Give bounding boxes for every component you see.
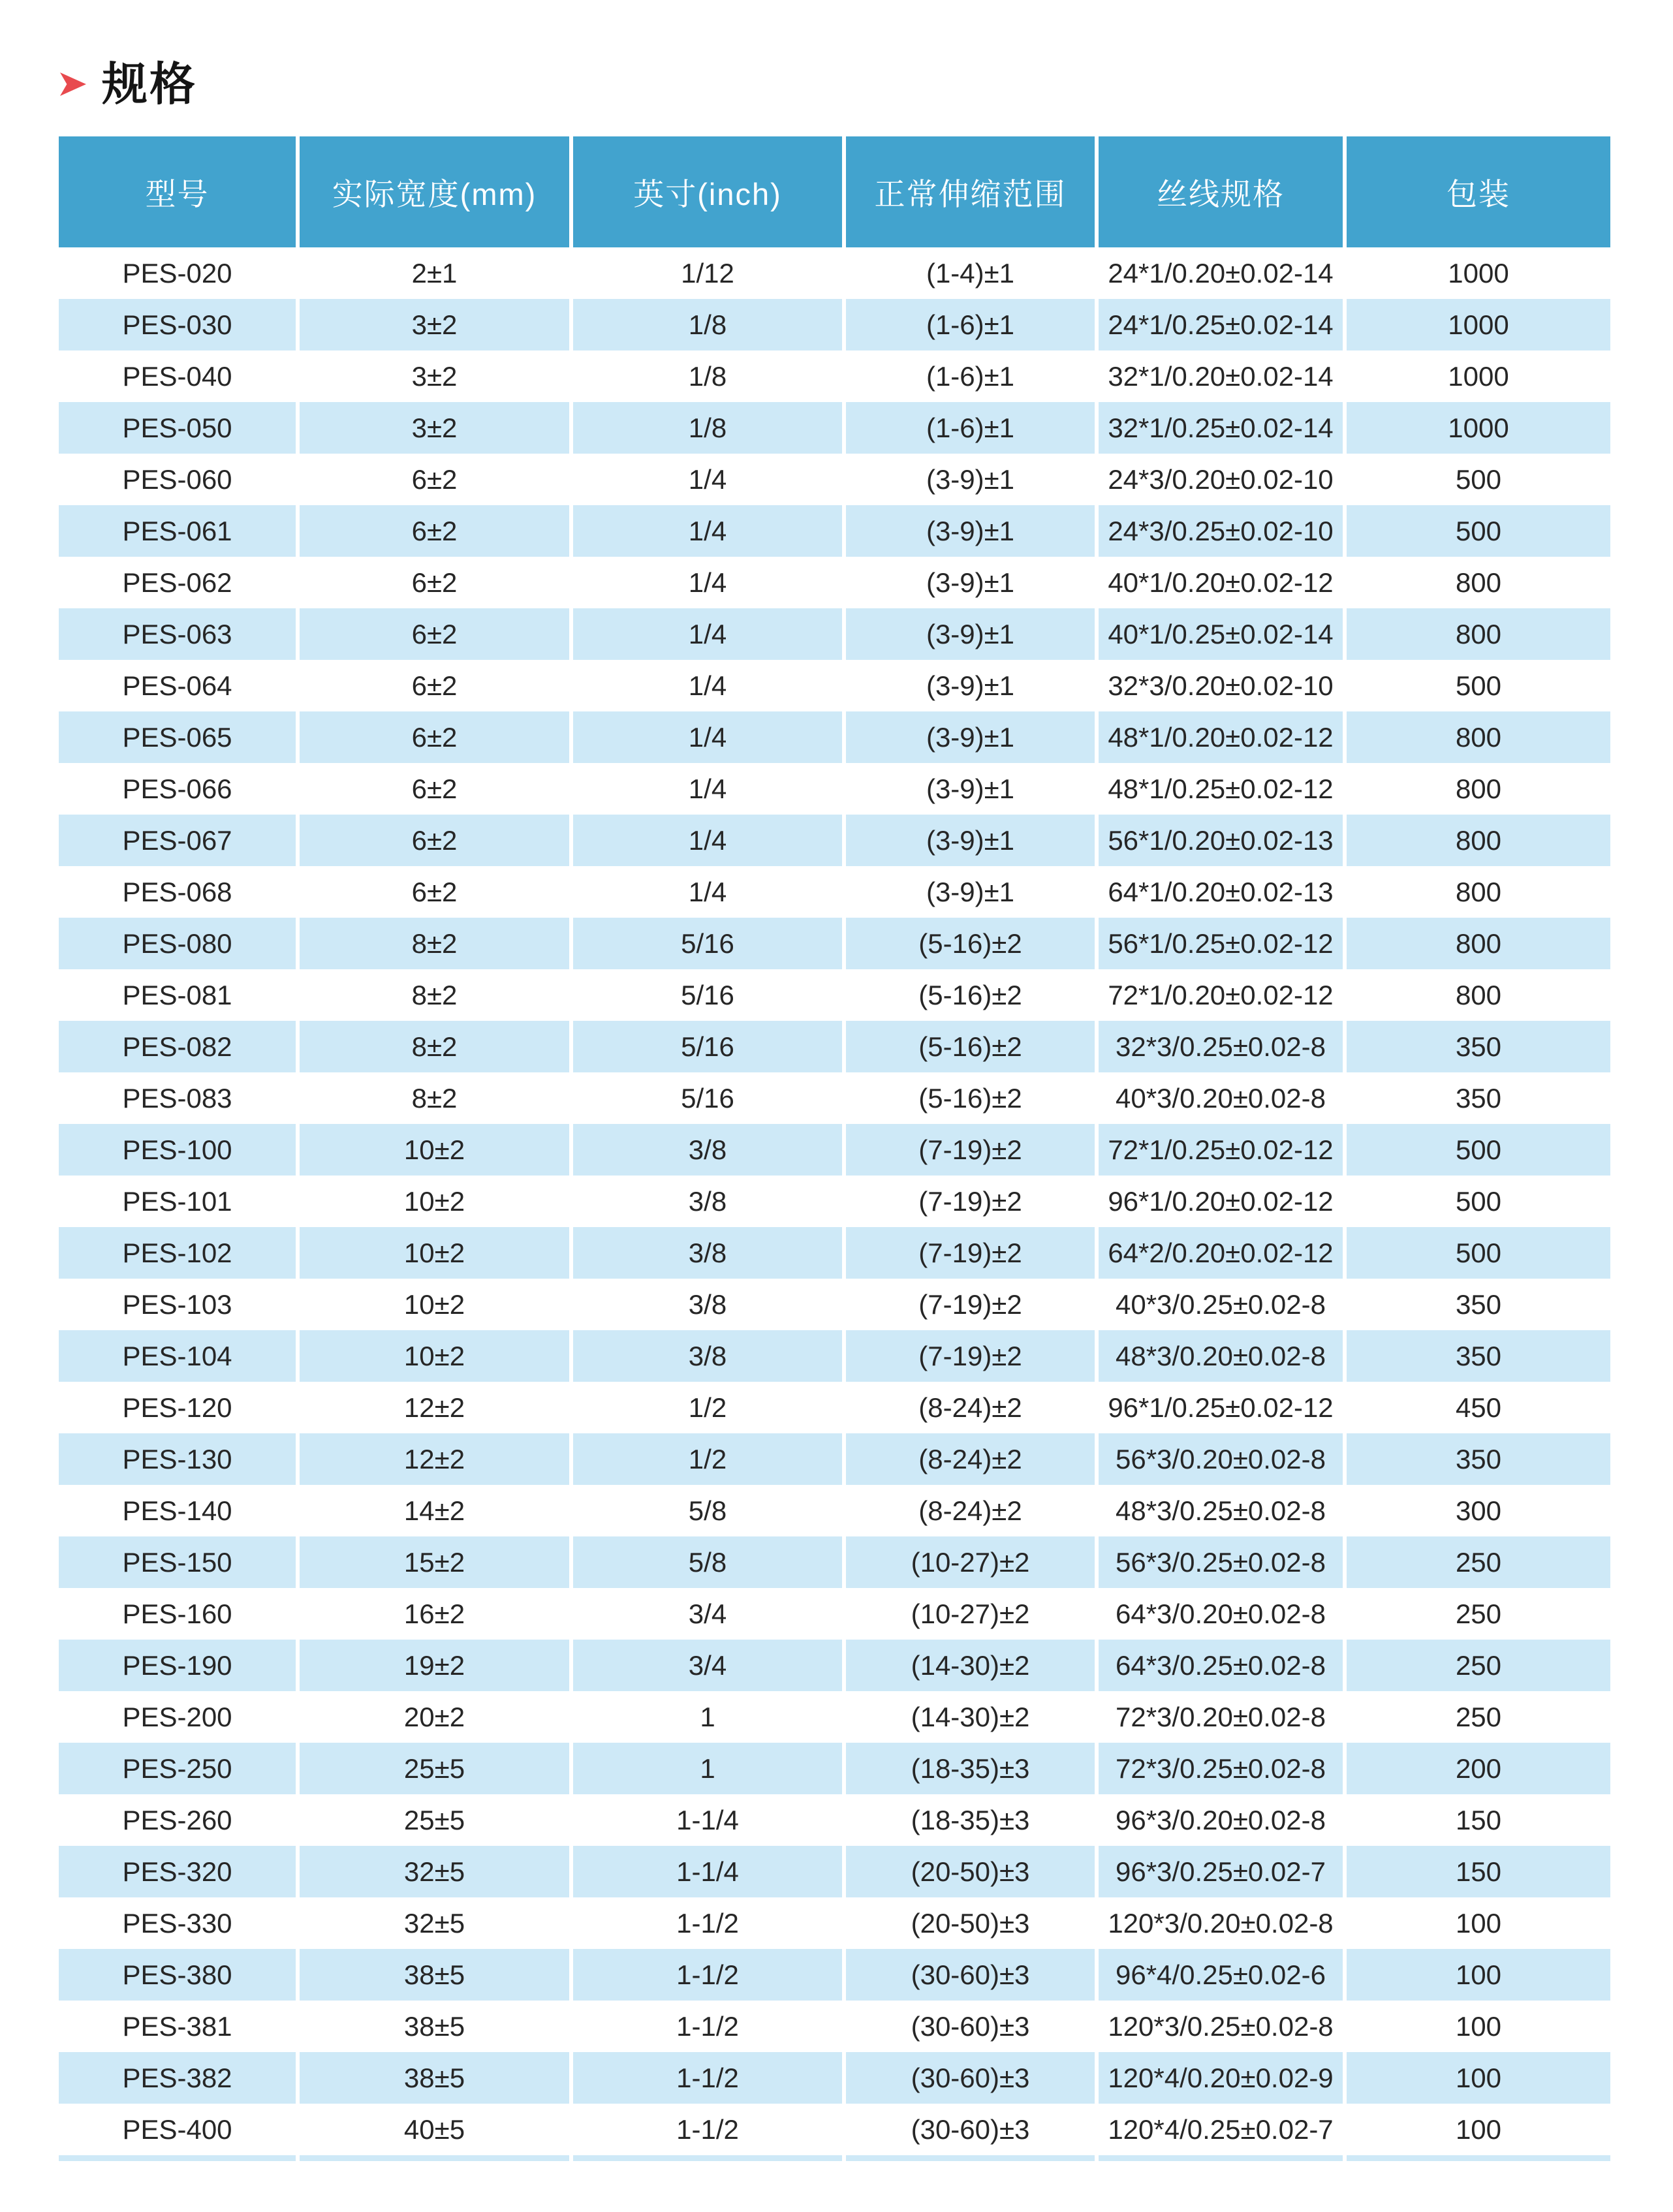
cell-packaging: 800 — [1347, 608, 1610, 660]
cell-stretch-range: (3-9)±1 — [846, 505, 1095, 557]
cell-width-mm: 8±2 — [411, 979, 458, 1010]
cell-width-mm: 3±2 — [411, 360, 458, 392]
table-row — [59, 1536, 1614, 1588]
arrow-right-icon — [60, 72, 86, 96]
cell-inch: 3/8 — [688, 1185, 727, 1217]
table-row — [59, 299, 1614, 350]
table-row — [59, 557, 1614, 608]
cell-thread-spec: 56*3/0.25±0.02-8 — [1099, 1536, 1343, 1588]
cell-thread-spec: 64*2/0.20±0.02-12 — [1099, 1227, 1343, 1279]
cell-width-mm: 6±2 — [300, 815, 569, 866]
partial-cell — [846, 2155, 1095, 2161]
cell-model: PES-080 — [59, 918, 296, 969]
cell-width-mm: 10±2 — [300, 1124, 569, 1176]
partial-cell — [59, 2155, 296, 2161]
cell-thread-spec: 120*3/0.25±0.02-8 — [1108, 2010, 1334, 2042]
table-row — [59, 815, 1614, 866]
cell-stretch-range: (18-35)±3 — [846, 1743, 1095, 1794]
cell-width-mm: 14±2 — [403, 1495, 465, 1526]
cell-packaging: 250 — [1455, 1701, 1502, 1732]
cell-width-mm: 10±2 — [403, 1185, 465, 1217]
table-row — [59, 1588, 1614, 1640]
table-row — [59, 1485, 1614, 1536]
cell-stretch-range: (10-27)±2 — [846, 1536, 1095, 1588]
cell-thread-spec: 64*3/0.20±0.02-8 — [1116, 1598, 1326, 1629]
cell-stretch-range: (7-19)±2 — [918, 1288, 1022, 1320]
cell-packaging: 1000 — [1448, 257, 1509, 288]
cell-thread-spec: 24*3/0.25±0.02-10 — [1099, 505, 1343, 557]
table-row — [59, 505, 1614, 557]
table-row — [59, 1279, 1614, 1330]
cell-model: PES-160 — [122, 1598, 232, 1629]
section-title — [60, 59, 197, 110]
cell-model: PES-067 — [59, 815, 296, 866]
cell-inch: 1/4 — [688, 670, 727, 701]
cell-thread-spec: 56*1/0.20±0.02-13 — [1099, 815, 1343, 866]
cell-model: PES-081 — [122, 979, 232, 1010]
cell-packaging: 300 — [1455, 1495, 1502, 1526]
table-header-row — [59, 136, 1614, 247]
cell-packaging: 350 — [1347, 1433, 1610, 1485]
cell-stretch-range: (20-50)±3 — [911, 1907, 1030, 1939]
table-row — [59, 660, 1614, 711]
cell-width-mm: 40±5 — [403, 2113, 465, 2145]
cell-packaging: 800 — [1455, 567, 1502, 598]
cell-thread-spec: 48*1/0.20±0.02-12 — [1099, 711, 1343, 763]
cell-stretch-range: (30-60)±3 — [911, 2010, 1030, 2042]
cell-model: PES-082 — [59, 1021, 296, 1072]
cell-width-mm: 15±2 — [300, 1536, 569, 1588]
cell-model: PES-101 — [122, 1185, 232, 1217]
cell-stretch-range: (1-6)±1 — [846, 402, 1095, 454]
cell-packaging: 100 — [1455, 1907, 1502, 1939]
cell-width-mm: 6±2 — [411, 876, 458, 907]
table-row — [59, 763, 1614, 815]
cell-inch: 5/8 — [573, 1536, 842, 1588]
cell-width-mm: 3±2 — [300, 299, 569, 350]
cell-stretch-range: (1-6)±1 — [926, 360, 1015, 392]
cell-inch: 1/8 — [573, 402, 842, 454]
cell-width-mm: 16±2 — [403, 1598, 465, 1629]
cell-inch: 1-1/4 — [676, 1804, 739, 1835]
cell-width-mm: 10±2 — [403, 1288, 465, 1320]
cell-thread-spec: 72*1/0.20±0.02-12 — [1108, 979, 1334, 1010]
cell-width-mm: 6±2 — [300, 608, 569, 660]
cell-packaging: 500 — [1455, 1185, 1502, 1217]
cell-packaging: 450 — [1455, 1392, 1502, 1423]
cell-model: PES-020 — [122, 257, 232, 288]
cell-width-mm: 20±2 — [403, 1701, 465, 1732]
cell-thread-spec: 32*3/0.25±0.02-8 — [1099, 1021, 1343, 1072]
cell-inch: 3/8 — [573, 1124, 842, 1176]
cell-width-mm: 25±5 — [403, 1804, 465, 1835]
cell-stretch-range: (5-16)±2 — [918, 979, 1022, 1010]
table-row — [59, 1743, 1614, 1794]
cell-stretch-range: (30-60)±3 — [846, 2052, 1095, 2104]
cell-width-mm: 38±5 — [300, 2052, 569, 2104]
cell-thread-spec: 64*1/0.20±0.02-13 — [1108, 876, 1334, 907]
cell-width-mm: 32±5 — [403, 1907, 465, 1939]
cell-model: PES-381 — [122, 2010, 232, 2042]
cell-thread-spec: 56*1/0.25±0.02-12 — [1099, 918, 1343, 969]
cell-model: PES-061 — [59, 505, 296, 557]
cell-packaging: 500 — [1347, 505, 1610, 557]
cell-model: PES-060 — [122, 463, 232, 495]
cell-stretch-range: (20-50)±3 — [846, 1846, 1095, 1897]
cell-stretch-range: (3-9)±1 — [846, 608, 1095, 660]
column-header-thread: 丝线规格 — [1099, 136, 1343, 247]
table-row — [59, 2052, 1614, 2104]
table-body — [59, 247, 1614, 2155]
table-row — [59, 247, 1614, 299]
cell-packaging: 150 — [1455, 1804, 1502, 1835]
cell-thread-spec: 72*3/0.25±0.02-8 — [1099, 1743, 1343, 1794]
cell-thread-spec: 72*1/0.25±0.02-12 — [1099, 1124, 1343, 1176]
cell-packaging: 800 — [1347, 815, 1610, 866]
cell-model: PES-100 — [59, 1124, 296, 1176]
table-row — [59, 1949, 1614, 2001]
cell-model: PES-102 — [59, 1227, 296, 1279]
cell-inch: 1/4 — [688, 567, 727, 598]
cell-stretch-range: (30-60)±3 — [846, 1949, 1095, 2001]
cell-packaging: 800 — [1347, 711, 1610, 763]
table-row — [59, 1176, 1614, 1227]
cell-stretch-range: (1-4)±1 — [926, 257, 1015, 288]
table-row — [59, 1897, 1614, 1949]
cell-thread-spec: 64*3/0.25±0.02-8 — [1099, 1640, 1343, 1691]
cell-model: PES-030 — [59, 299, 296, 350]
table-row — [59, 2104, 1614, 2155]
cell-stretch-range: (3-9)±1 — [926, 773, 1015, 804]
cell-inch: 1 — [700, 1701, 715, 1732]
cell-inch: 1-1/4 — [573, 1846, 842, 1897]
cell-packaging: 500 — [1347, 1124, 1610, 1176]
cell-inch: 1-1/2 — [676, 2010, 739, 2042]
cell-thread-spec: 96*3/0.20±0.02-8 — [1116, 1804, 1326, 1835]
cell-packaging: 350 — [1455, 1082, 1502, 1114]
cell-width-mm: 2±1 — [411, 257, 458, 288]
cell-model: PES-083 — [122, 1082, 232, 1114]
cell-model: PES-062 — [122, 567, 232, 598]
table-row — [59, 1794, 1614, 1846]
cell-thread-spec: 120*3/0.20±0.02-8 — [1108, 1907, 1334, 1939]
cell-thread-spec: 48*3/0.20±0.02-8 — [1099, 1330, 1343, 1382]
cell-inch: 3/4 — [688, 1598, 727, 1629]
cell-inch: 1/2 — [688, 1392, 727, 1423]
cell-thread-spec: 40*3/0.25±0.02-8 — [1116, 1288, 1326, 1320]
cell-model: PES-140 — [122, 1495, 232, 1526]
cell-model: PES-250 — [59, 1743, 296, 1794]
cell-inch: 1/4 — [573, 815, 842, 866]
cell-stretch-range: (14-30)±2 — [911, 1701, 1030, 1732]
cell-width-mm: 38±5 — [300, 1949, 569, 2001]
cell-inch: 1 — [573, 1743, 842, 1794]
cell-inch: 5/16 — [681, 979, 734, 1010]
cell-packaging: 100 — [1455, 2113, 1502, 2145]
cell-stretch-range: (8-24)±2 — [918, 1495, 1022, 1526]
cell-stretch-range: (18-35)±3 — [911, 1804, 1030, 1835]
table-row-partial — [59, 2155, 1614, 2161]
cell-stretch-range: (3-9)±1 — [846, 711, 1095, 763]
cell-width-mm: 12±2 — [300, 1433, 569, 1485]
cell-model: PES-040 — [122, 360, 232, 392]
cell-width-mm: 10±2 — [300, 1330, 569, 1382]
column-header-inch: 英寸(inch) — [573, 136, 842, 247]
cell-packaging: 500 — [1455, 670, 1502, 701]
table-row — [59, 1021, 1614, 1072]
cell-width-mm: 19±2 — [300, 1640, 569, 1691]
cell-width-mm: 6±2 — [411, 567, 458, 598]
cell-stretch-range: (7-19)±2 — [846, 1330, 1095, 1382]
cell-thread-spec: 24*3/0.20±0.02-10 — [1108, 463, 1334, 495]
table-row — [59, 1227, 1614, 1279]
cell-inch: 1-1/2 — [573, 2052, 842, 2104]
table-row — [59, 1124, 1614, 1176]
cell-inch: 1/2 — [573, 1433, 842, 1485]
cell-packaging: 800 — [1455, 876, 1502, 907]
cell-inch: 3/8 — [573, 1330, 842, 1382]
cell-width-mm: 8±2 — [300, 1021, 569, 1072]
cell-model: PES-200 — [122, 1701, 232, 1732]
table-row — [59, 711, 1614, 763]
cell-thread-spec: 32*1/0.20±0.02-14 — [1108, 360, 1334, 392]
cell-stretch-range: (3-9)±1 — [926, 567, 1015, 598]
cell-packaging: 500 — [1347, 1227, 1610, 1279]
partial-cell — [1099, 2155, 1343, 2161]
table-row — [59, 1072, 1614, 1124]
cell-thread-spec: 48*1/0.25±0.02-12 — [1108, 773, 1334, 804]
cell-packaging: 100 — [1455, 2010, 1502, 2042]
cell-stretch-range: (8-24)±2 — [918, 1392, 1022, 1423]
cell-inch: 1/12 — [681, 257, 734, 288]
cell-inch: 1/8 — [688, 360, 727, 392]
table-row — [59, 1846, 1614, 1897]
cell-inch: 5/16 — [573, 1021, 842, 1072]
table-row — [59, 1330, 1614, 1382]
cell-thread-spec: 96*4/0.25±0.02-6 — [1099, 1949, 1343, 2001]
table-row — [59, 454, 1614, 505]
cell-stretch-range: (8-24)±2 — [846, 1433, 1095, 1485]
cell-thread-spec: 40*1/0.25±0.02-14 — [1099, 608, 1343, 660]
cell-model: PES-104 — [59, 1330, 296, 1382]
cell-stretch-range: (3-9)±1 — [926, 463, 1015, 495]
cell-stretch-range: (7-19)±2 — [846, 1124, 1095, 1176]
table-row — [59, 1691, 1614, 1743]
cell-packaging: 350 — [1455, 1288, 1502, 1320]
cell-stretch-range: (3-9)±1 — [846, 815, 1095, 866]
cell-model: PES-190 — [59, 1640, 296, 1691]
cell-stretch-range: (3-9)±1 — [926, 670, 1015, 701]
cell-model: PES-050 — [59, 402, 296, 454]
cell-inch: 1-1/2 — [676, 2113, 739, 2145]
cell-packaging: 250 — [1347, 1536, 1610, 1588]
cell-width-mm: 6±2 — [300, 711, 569, 763]
cell-packaging: 250 — [1455, 1598, 1502, 1629]
cell-packaging: 800 — [1455, 979, 1502, 1010]
cell-stretch-range: (5-16)±2 — [846, 918, 1095, 969]
cell-model: PES-330 — [122, 1907, 232, 1939]
column-header-packaging: 包装 — [1347, 136, 1610, 247]
cell-width-mm: 6±2 — [300, 505, 569, 557]
cell-thread-spec: 24*1/0.20±0.02-14 — [1108, 257, 1334, 288]
cell-thread-spec: 48*3/0.25±0.02-8 — [1116, 1495, 1326, 1526]
cell-width-mm: 38±5 — [403, 2010, 465, 2042]
table-row — [59, 2001, 1614, 2052]
partial-cell — [300, 2155, 569, 2161]
table-row — [59, 866, 1614, 918]
cell-thread-spec: 96*1/0.20±0.02-12 — [1108, 1185, 1334, 1217]
table-row — [59, 969, 1614, 1021]
cell-inch: 5/16 — [573, 918, 842, 969]
cell-packaging: 350 — [1347, 1021, 1610, 1072]
cell-width-mm: 6±2 — [411, 773, 458, 804]
table-row — [59, 402, 1614, 454]
column-header-model: 型号 — [59, 136, 296, 247]
cell-inch: 1-1/2 — [676, 1907, 739, 1939]
cell-inch: 5/8 — [688, 1495, 727, 1526]
cell-packaging: 800 — [1347, 918, 1610, 969]
partial-cell — [573, 2155, 842, 2161]
cell-model: PES-063 — [59, 608, 296, 660]
cell-packaging: 200 — [1347, 1743, 1610, 1794]
cell-stretch-range: (7-19)±2 — [918, 1185, 1022, 1217]
cell-model: PES-120 — [122, 1392, 232, 1423]
cell-width-mm: 8±2 — [411, 1082, 458, 1114]
table-row — [59, 1640, 1614, 1691]
table-row — [59, 1433, 1614, 1485]
cell-packaging: 500 — [1455, 463, 1502, 495]
cell-inch: 3/8 — [688, 1288, 727, 1320]
cell-thread-spec: 120*4/0.20±0.02-9 — [1099, 2052, 1343, 2104]
cell-inch: 1/4 — [573, 711, 842, 763]
cell-model: PES-150 — [59, 1536, 296, 1588]
cell-packaging: 100 — [1347, 1949, 1610, 2001]
cell-width-mm: 6±2 — [411, 463, 458, 495]
cell-inch: 3/8 — [573, 1227, 842, 1279]
cell-model: PES-065 — [59, 711, 296, 763]
table-row — [59, 1382, 1614, 1433]
cell-width-mm: 25±5 — [300, 1743, 569, 1794]
cell-model: PES-260 — [122, 1804, 232, 1835]
cell-packaging: 800 — [1455, 773, 1502, 804]
cell-inch: 1/4 — [688, 463, 727, 495]
page-title: 规格 — [102, 59, 197, 110]
spec-table — [59, 136, 1614, 2161]
cell-thread-spec: 72*3/0.20±0.02-8 — [1116, 1701, 1326, 1732]
cell-stretch-range: (30-60)±3 — [911, 2113, 1030, 2145]
cell-model: PES-380 — [59, 1949, 296, 2001]
cell-packaging: 100 — [1347, 2052, 1610, 2104]
cell-stretch-range: (3-9)±1 — [926, 876, 1015, 907]
cell-model: PES-130 — [59, 1433, 296, 1485]
cell-inch: 5/16 — [681, 1082, 734, 1114]
cell-width-mm: 6±2 — [411, 670, 458, 701]
cell-thread-spec: 96*3/0.25±0.02-7 — [1099, 1846, 1343, 1897]
cell-stretch-range: (14-30)±2 — [846, 1640, 1095, 1691]
cell-width-mm: 12±2 — [403, 1392, 465, 1423]
cell-width-mm: 8±2 — [300, 918, 569, 969]
partial-cell — [1347, 2155, 1610, 2161]
cell-inch: 1/4 — [573, 505, 842, 557]
cell-thread-spec: 40*1/0.20±0.02-12 — [1108, 567, 1334, 598]
cell-model: PES-103 — [122, 1288, 232, 1320]
cell-stretch-range: (10-27)±2 — [911, 1598, 1030, 1629]
cell-model: PES-066 — [122, 773, 232, 804]
cell-thread-spec: 120*4/0.25±0.02-7 — [1108, 2113, 1334, 2145]
cell-model: PES-064 — [122, 670, 232, 701]
cell-thread-spec: 40*3/0.20±0.02-8 — [1116, 1082, 1326, 1114]
column-header-range: 正常伸缩范围 — [846, 136, 1095, 247]
cell-inch: 3/4 — [573, 1640, 842, 1691]
cell-packaging: 350 — [1347, 1330, 1610, 1382]
cell-stretch-range: (1-6)±1 — [846, 299, 1095, 350]
cell-width-mm: 10±2 — [300, 1227, 569, 1279]
cell-inch: 1-1/2 — [573, 1949, 842, 2001]
cell-packaging: 250 — [1347, 1640, 1610, 1691]
cell-inch: 1/4 — [688, 876, 727, 907]
table-row — [59, 350, 1614, 402]
cell-model: PES-382 — [59, 2052, 296, 2104]
cell-stretch-range: (7-19)±2 — [846, 1227, 1095, 1279]
cell-thread-spec: 96*1/0.25±0.02-12 — [1108, 1392, 1334, 1423]
cell-inch: 1/8 — [573, 299, 842, 350]
cell-packaging: 1000 — [1448, 360, 1509, 392]
table-row — [59, 608, 1614, 660]
cell-width-mm: 3±2 — [300, 402, 569, 454]
cell-stretch-range: (5-16)±2 — [918, 1082, 1022, 1114]
cell-model: PES-068 — [122, 876, 232, 907]
cell-thread-spec: 32*3/0.20±0.02-10 — [1108, 670, 1334, 701]
cell-width-mm: 32±5 — [300, 1846, 569, 1897]
cell-stretch-range: (5-16)±2 — [846, 1021, 1095, 1072]
cell-inch: 1/4 — [573, 608, 842, 660]
column-header-width-mm: 实际宽度(mm) — [300, 136, 569, 247]
cell-model: PES-320 — [59, 1846, 296, 1897]
cell-thread-spec: 24*1/0.25±0.02-14 — [1099, 299, 1343, 350]
cell-inch: 1/4 — [688, 773, 727, 804]
cell-packaging: 150 — [1347, 1846, 1610, 1897]
cell-model: PES-400 — [122, 2113, 232, 2145]
cell-packaging: 1000 — [1347, 402, 1610, 454]
cell-thread-spec: 56*3/0.20±0.02-8 — [1099, 1433, 1343, 1485]
cell-packaging: 1000 — [1347, 299, 1610, 350]
cell-thread-spec: 32*1/0.25±0.02-14 — [1099, 402, 1343, 454]
table-row — [59, 918, 1614, 969]
